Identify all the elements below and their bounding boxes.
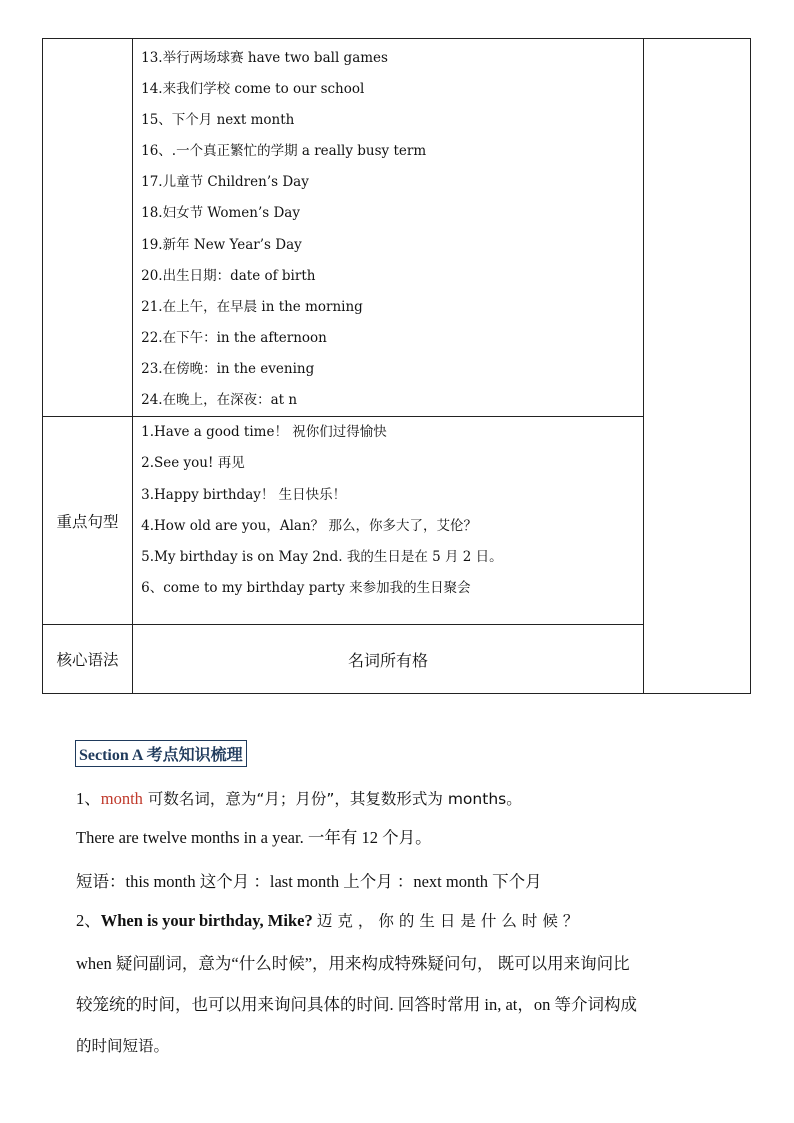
sentence-item: 3.Happy birthday！ 生日快乐！ xyxy=(141,486,347,503)
explanation-line-2: 较笼统的时间，也可以用来询问具体的时间. 回答时常用 in, at，on 等介词构成 xyxy=(76,995,637,1014)
sentences-cell xyxy=(133,417,644,625)
point-number-2: 2、 xyxy=(76,911,101,930)
vocab-list xyxy=(133,39,643,416)
paragraph-5 xyxy=(76,950,630,974)
vocab-item: 16、.一个真正繁忙的学期 a really busy term xyxy=(141,143,427,160)
grammar-value: 名词所有格 xyxy=(133,625,644,694)
explanation-line-3: 的时间短语。 xyxy=(76,1037,170,1055)
vocab-list-cell xyxy=(133,39,644,417)
sentence-item: 5.My birthday is on May 2nd. 我的生日是在 5 月 2 日。 xyxy=(141,548,503,565)
vocab-row xyxy=(43,39,751,417)
sentence-item: 1.Have a good time！ 祝你们过得愉快 xyxy=(141,424,387,441)
side-cell xyxy=(643,39,750,694)
paragraph-1 xyxy=(76,785,522,809)
vocab-item: 17.儿童节 Children’s Day xyxy=(141,174,309,191)
example-sentence: There are twelve months in a year. 一年有 12 个月。 xyxy=(76,828,432,847)
paragraph-2 xyxy=(76,824,432,848)
paragraph-6 xyxy=(76,991,637,1015)
sentence-item: 6、come to my birthday party 来参加我的生日聚会 xyxy=(141,580,471,597)
vocab-item: 23.在傍晚：in the evening xyxy=(141,360,315,377)
vocab-item: 13.举行两场球赛 have two ball games xyxy=(141,50,388,66)
paragraph-4 xyxy=(76,907,583,931)
question-chinese: 迈克，你的生日是什么时候？ xyxy=(316,912,584,930)
sentence-item: 4.How old are you，Alan？ 那么，你多大了，艾伦？ xyxy=(141,517,477,534)
vocab-label-cell xyxy=(43,39,133,417)
grammar-label: 核心语法 xyxy=(43,625,133,694)
vocab-table xyxy=(42,38,751,694)
point-number-1: 1、 xyxy=(76,789,101,808)
vocab-item: 15、下个月 next month xyxy=(141,112,295,129)
keyword-month: month xyxy=(100,789,143,808)
section-heading: Section A 考点知识梳理 xyxy=(75,740,247,767)
paragraph-1-text: 可数名词，意为“月；月份”，其复数形式为 months。 xyxy=(142,790,522,808)
vocab-item: 20.出生日期：date of birth xyxy=(141,267,316,284)
question-english: When is your birthday, Mike? xyxy=(100,911,317,930)
explanation-line-1: when 疑问副词，意为“什么时候”，用来构成特殊疑问句， 既可以用来询问比 xyxy=(76,954,630,973)
vocab-item: 24.在晚上，在深夜：at n xyxy=(141,392,298,409)
paragraph-3 xyxy=(76,868,542,892)
paragraph-7 xyxy=(76,1034,169,1056)
sentences-label: 重点句型 xyxy=(43,417,133,625)
sentence-list xyxy=(133,417,643,604)
sentence-item: 2.See you! 再见 xyxy=(141,455,245,472)
phrases-line: 短语：this month 这个月 ：last month 上个月 ：next month 下个月 xyxy=(76,872,542,891)
vocab-item: 14.来我们学校 come to our school xyxy=(141,81,365,98)
vocab-item: 18.妇女节 Women’s Day xyxy=(141,205,300,222)
vocab-item: 19.新年 New Year’s Day xyxy=(141,236,302,253)
vocab-item: 22.在下午：in the afternoon xyxy=(141,329,327,346)
vocab-item: 21.在上午，在早晨 in the morning xyxy=(141,298,363,315)
